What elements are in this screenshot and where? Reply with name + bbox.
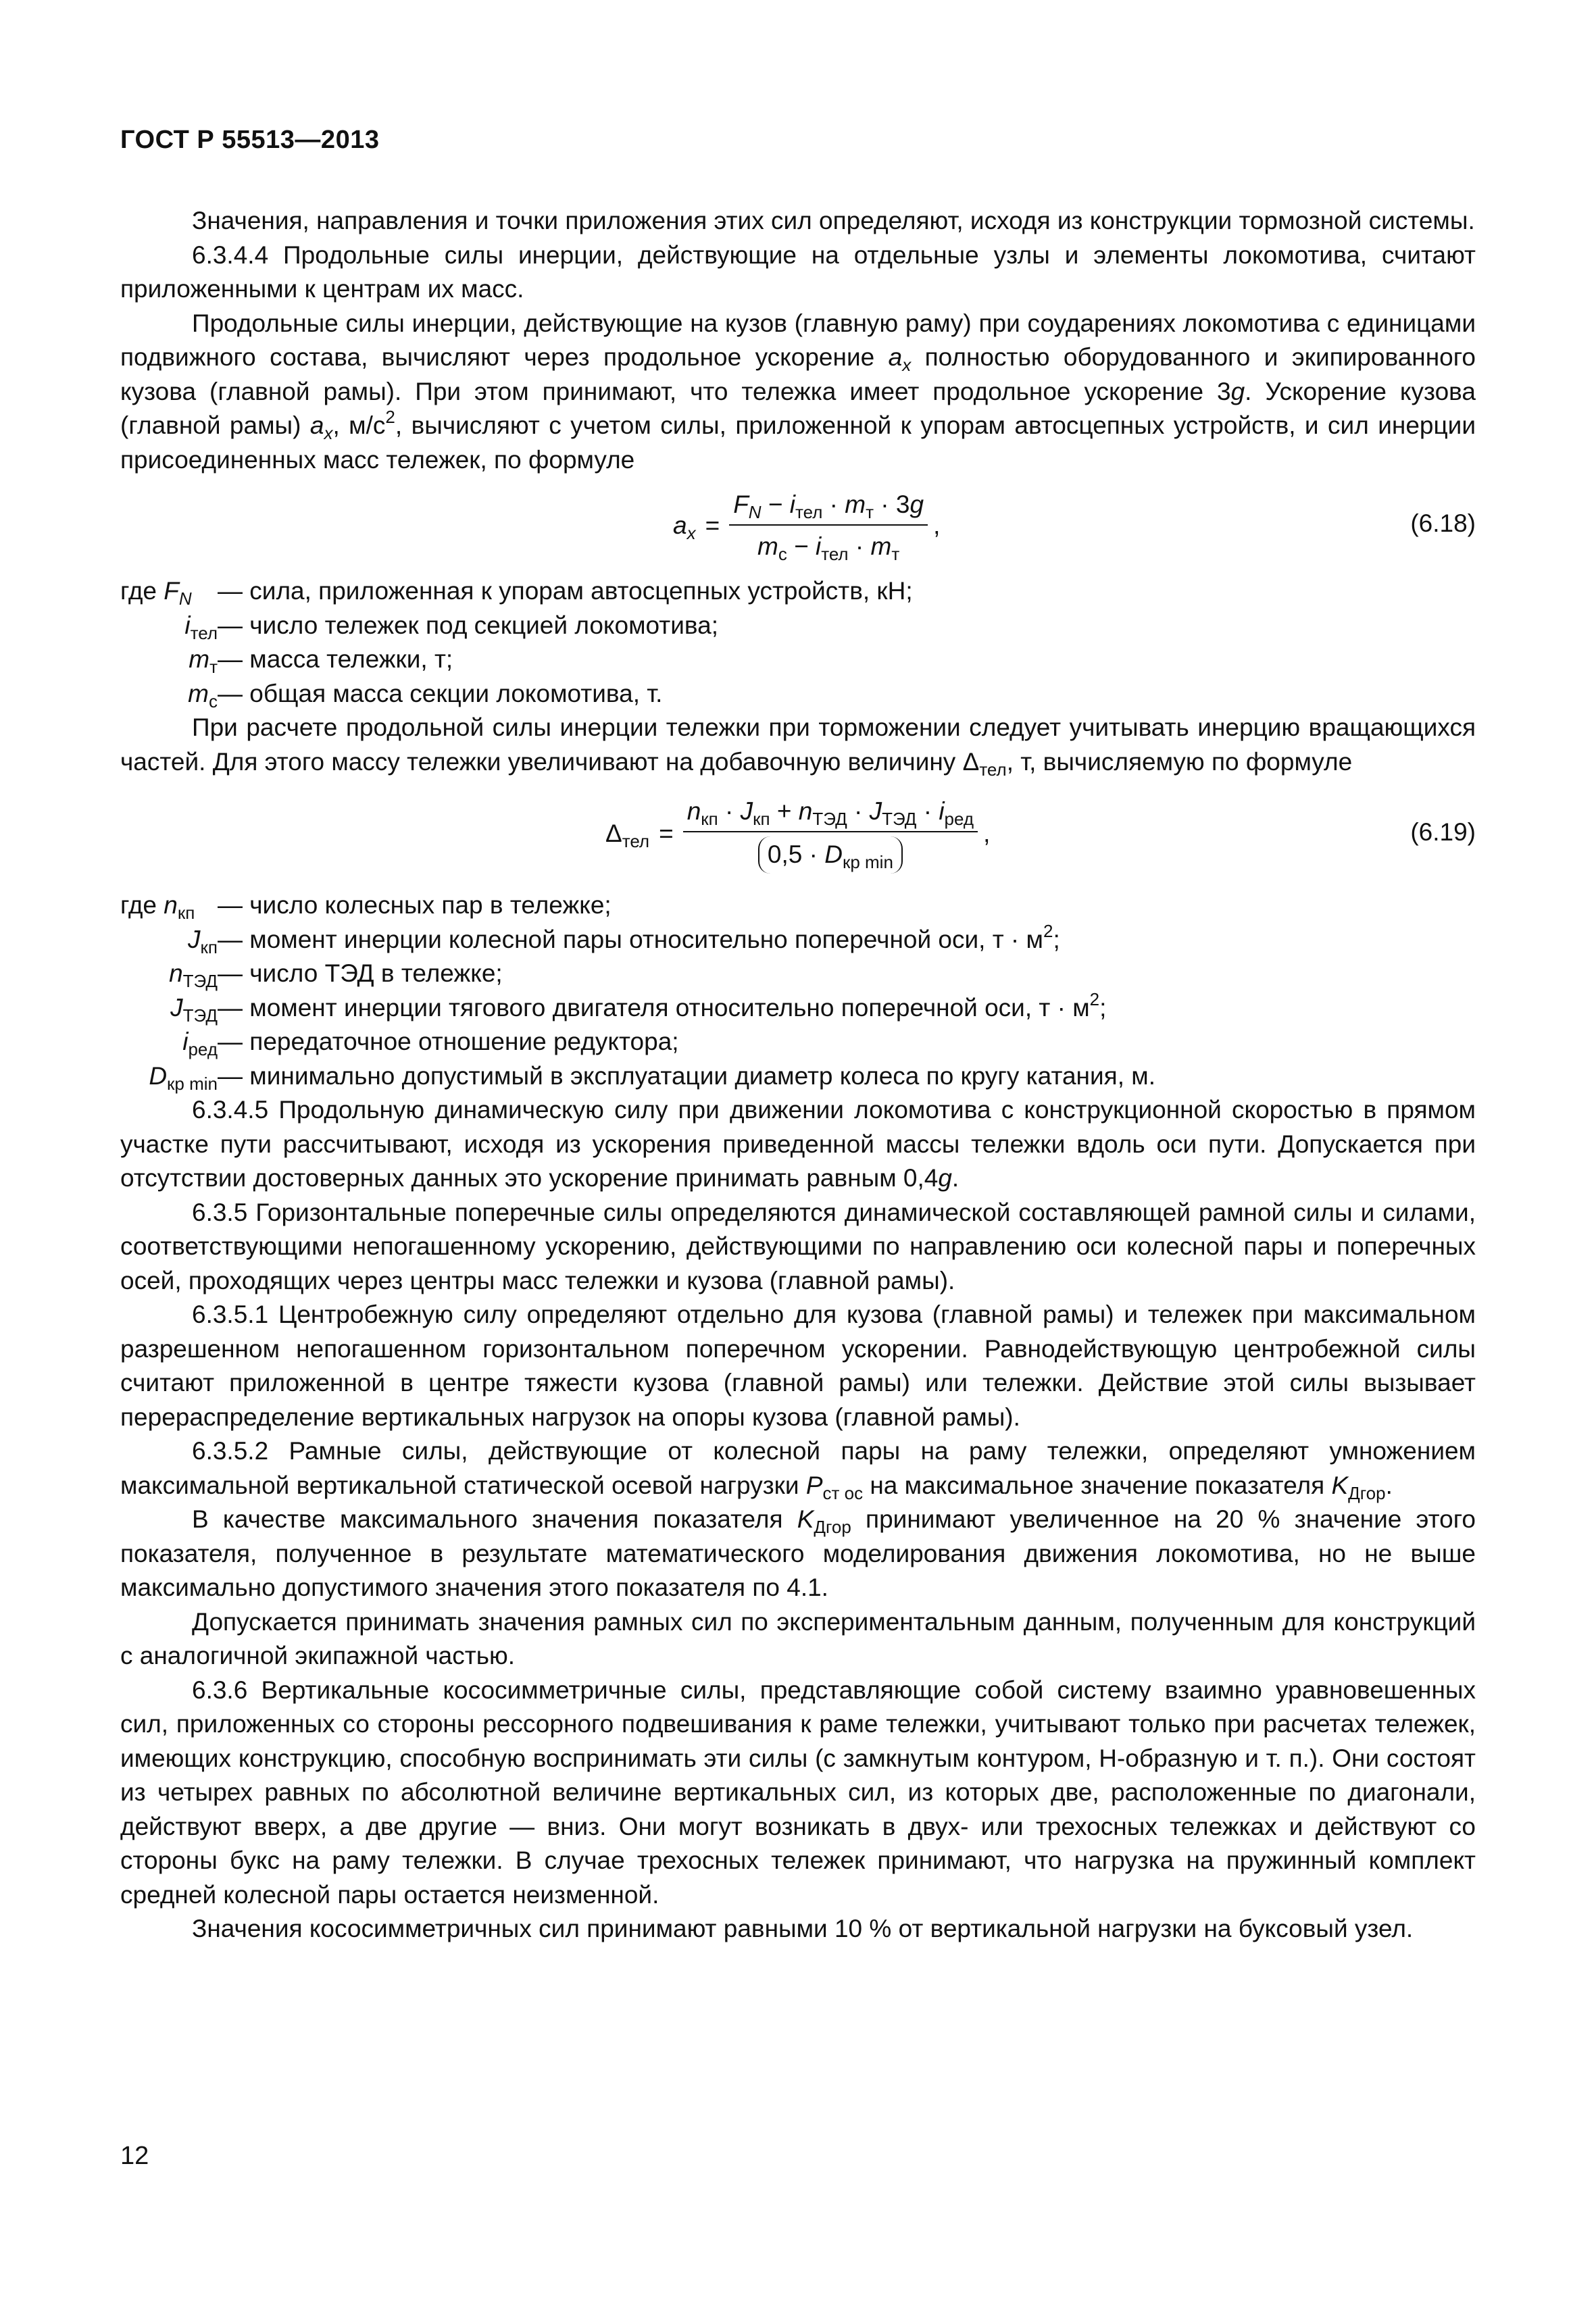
paragraph: Допускается принимать значения рамных сил по экспериментальным данным, полученным для конструкций с аналогичной экипажной частью.	[120, 1607, 1476, 1669]
page-number: 12	[120, 2142, 149, 2170]
paragraph: 6.3.4.4 Продольные силы инерции, действующие на отдельные узлы и элементы локомотива, считают приложенными к центрам их масс.	[120, 241, 1476, 303]
body-text-top	[120, 204, 1476, 1946]
paragraph: Значения, направления и точки приложения этих сил определяют, исходя из конструкции тормозной системы.	[192, 207, 1475, 234]
paragraph: 6.3.5.1 Центробежную силу определяют отдельно для кузова (главной рамы) и тележек при максимальном разрешенном непогашенном горизонтальном поперечном ускорении. Равнодействующую центробежной силы считают приложенной в центре тяжести кузова (главной рамы) или тележки. Действие этой силы вызывает перераспределение вертикальных нагрузок на опоры кузова (главной рамы).	[120, 1301, 1476, 1431]
paragraph: Продольные силы инерции, действующие на кузов (главную раму) при соударениях локомотива с единицами подвижного состава, вычисляют через продольное ускорение $a_x$ полностью оборудованного и экипированного кузова (главной рамы). При этом принимают, что тележка имеет продольное ускорение 3g. Ускорение кузова (главной рамы) $a_x$, $м/с^2$, вычисляют с учетом силы, приложенной к упорам автосцепных устройств, и сил инерции присоединенных масс тележек, по формуле	[120, 309, 1476, 474]
formula-number: (6.18)	[1410, 509, 1476, 537]
formula-number: (6.19)	[1410, 818, 1476, 846]
paragraph: Значения кососимметричных сил принимают равными 10 % от вертикальной нагрузки на буксовый узел.	[192, 1915, 1414, 1942]
formula-6-19: $\Delta_{тел}$ = $\frac{n_{кп} \cdot J_{кп} + n_{ТЭД} \cdot J_{ТЭД} \cdot i_{ред}}{0,5 \cdot D_{кр min}}$ , (6.19)	[120, 783, 1476, 884]
paragraph: 6.3.4.5 Продольную динамическую силу при движении локомотива с конструкционной скоростью в прямом участке пути рассчитывают, исходя из ускорения приведенной массы тележки вдоль оси пути. Допускается при отсутствии достоверных данных это ускорение принимать равным 0,4g.	[120, 1096, 1476, 1192]
paragraph: При расчете продольной силы инерции тележки при торможении следует учитывать инерцию вращающихся частей. Для этого массу тележки увеличивают на добавочную величину $\Delta_{тел}$, т, вычисляемую по формуле	[120, 713, 1476, 780]
paragraph: В качестве максимального значения показателя $K_{Дгор}$ принимают увеличенное на 20 % значение этого показателя, полученное в результате математического моделирования движения локомотива, но не выше максимально допустимого значения этого показателя по 4.1.	[120, 1505, 1476, 1601]
legend-6-19: где $n_{кп}$ — число колесных пар в тележке; $J_{кп}$ — момент инерции колесной пары относительно поперечной оси, $т \cdot м^2$; $n_{ТЭД}$ — число ТЭД в тележке; $J_{ТЭД}$ — момент инерции тягового двигателя относительно поперечной оси, $т \cdot м^2$; $i_{ред}$ — передаточное отношение редуктора; $D_{кр min}$ — минимально допустимый в эксплуатации диаметр колеса по кругу катания, м.	[120, 891, 1155, 1094]
legend-6-18: где $F_N$ — сила, приложенная к упорам автосцепных устройств, кН; $i_{тел}$ — число тележек под секцией локомотива; $m_т$ — масса тележки, т; $m_с$ — общая масса секции локомотива, т.	[120, 577, 913, 711]
document-header: ГОСТ Р 55513—2013	[120, 126, 380, 154]
paragraph: 6.3.5 Горизонтальные поперечные силы определяются динамической составляющей рамной силы и силами, соответствующими непогашенному ускорению, действующими по направлению оси колесной пары и поперечных осей, проходящих через центры масс тележки и кузова (главной рамы).	[120, 1198, 1476, 1294]
formula-6-18: $a_x$ = $\frac{F_N - i_{тел} \cdot m_т \cdot 3g}{m_с - i_{тел} \cdot m_т}$ , (6.18)	[120, 481, 1476, 570]
paragraph: 6.3.6 Вертикальные кососимметричные силы, представляющие собой систему взаимно уравновешенных сил, приложенных со стороны рессорного подвешивания к раме тележки, учитывают только при расчетах тележек, имеющих конструкцию, способную воспринимать эти силы (с замкнутым контуром, Н-образную и т. п.). Они состоят из четырех равных по абсолютной величине вертикальных сил, из которых две, расположенные по диагонали, действуют вверх, а две другие — вниз. Они могут возникать в двух- или трехосных тележках и действуют со стороны букс на раму тележки. В случае трехосных тележек принимают, что нагрузка на пружинный комплект средней колесной пары остается неизменной.	[120, 1676, 1476, 1909]
paragraph: 6.3.5.2 Рамные силы, действующие от колесной пары на раму тележки, определяют умножением максимальной вертикальной статической осевой нагрузки $P_{ст ос}$ на максимальное значение показателя $K_{Дгор}$.	[120, 1437, 1476, 1503]
